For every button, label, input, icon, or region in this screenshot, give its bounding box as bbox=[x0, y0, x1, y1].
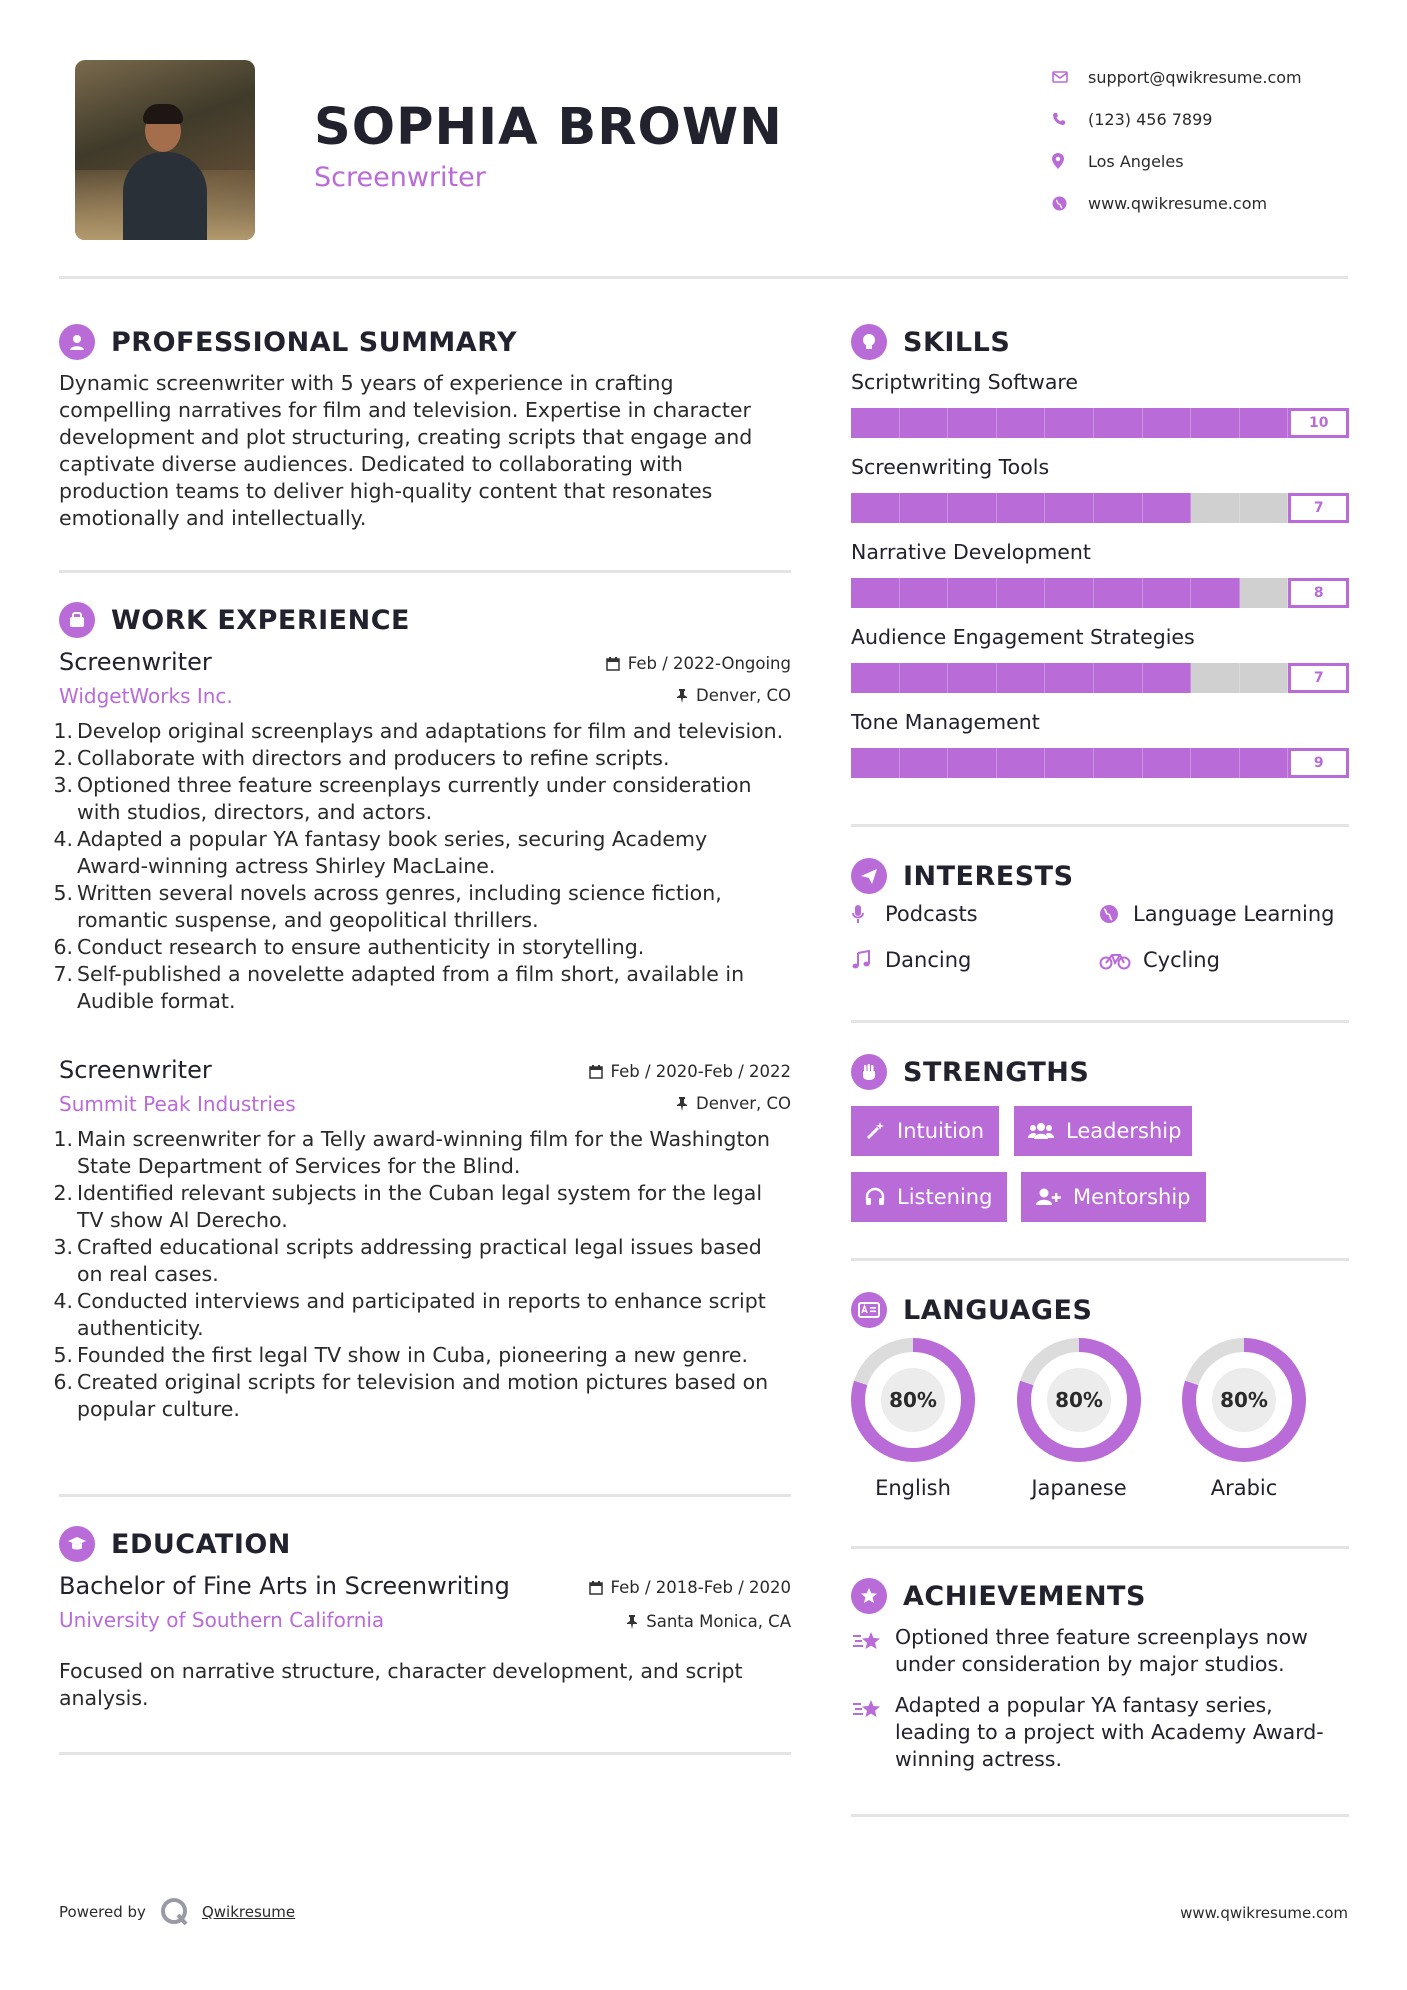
candidate-role: Screenwriter bbox=[314, 162, 486, 193]
education-date bbox=[589, 1578, 791, 1597]
language-progress-ring bbox=[851, 1338, 975, 1462]
list-item: 6. Created original scripts for television and motion pictures based on popular culture. bbox=[53, 1370, 769, 1421]
skill-level-segment bbox=[1191, 578, 1240, 608]
skill-level-segment bbox=[1094, 493, 1143, 523]
user-plus-icon bbox=[1035, 1187, 1061, 1207]
job-entry bbox=[53, 1056, 791, 1436]
job-entry bbox=[53, 648, 791, 1028]
list-item: 5. Written several novels across genres, including science fiction, romantic suspense, and geopolitical thrillers. bbox=[53, 881, 722, 932]
phone-icon bbox=[1048, 112, 1088, 126]
calendar-icon bbox=[589, 1065, 603, 1079]
candidate-name: SOPHIA BROWN bbox=[314, 98, 783, 157]
skill-name: Tone Management bbox=[851, 710, 1040, 734]
calendar-icon bbox=[589, 1581, 603, 1595]
job-date bbox=[589, 1062, 791, 1081]
list-item: 2. Identified relevant subjects in the Cuban legal system for the legal TV show Al Derecho. bbox=[53, 1181, 763, 1232]
list-item: 3. Crafted educational scripts addressing practical legal issues based on real cases. bbox=[53, 1235, 762, 1286]
summary-heading bbox=[59, 324, 517, 360]
skill-level-segment bbox=[997, 663, 1046, 693]
graduation-icon bbox=[59, 1526, 95, 1562]
skill-level-segment bbox=[1240, 663, 1289, 693]
education-location bbox=[626, 1612, 791, 1631]
globe-icon bbox=[1099, 904, 1129, 924]
contact-website-text: www.qwikresume.com bbox=[1088, 193, 1268, 213]
skill-level-segment bbox=[900, 408, 949, 438]
job-location-text: Denver, CO bbox=[695, 1094, 791, 1113]
hand-icon bbox=[851, 1054, 887, 1090]
list-item: 1. Develop original screenplays and adaptations for film and television. bbox=[53, 719, 784, 743]
skill-level-segment bbox=[1191, 663, 1240, 693]
interest-label: Podcasts bbox=[885, 902, 978, 926]
skill-item bbox=[851, 370, 1349, 440]
envelope-icon bbox=[1048, 71, 1088, 83]
skill-level-bar bbox=[851, 748, 1349, 778]
skill-level-bar bbox=[851, 493, 1349, 523]
skill-name: Audience Engagement Strategies bbox=[851, 625, 1195, 649]
section-divider bbox=[851, 1546, 1349, 1549]
skill-level-segment bbox=[1094, 408, 1143, 438]
school-name: University of Southern California bbox=[59, 1608, 385, 1632]
skill-level-segment bbox=[1094, 748, 1143, 778]
qwikresume-logo-icon bbox=[160, 1897, 190, 1927]
skill-level-segment bbox=[900, 748, 949, 778]
strength-tag bbox=[1014, 1106, 1192, 1156]
calendar-icon bbox=[606, 657, 620, 671]
achievement-item bbox=[851, 1624, 1349, 1678]
skill-level-segment bbox=[851, 408, 900, 438]
paper-plane-icon bbox=[851, 858, 887, 894]
skill-level-segment bbox=[948, 493, 997, 523]
skill-level-segment bbox=[1094, 578, 1143, 608]
language-item bbox=[1182, 1338, 1306, 1500]
contact-phone[interactable] bbox=[1048, 98, 1302, 140]
microphone-icon bbox=[851, 904, 881, 924]
summary-line: emotionally and intellectually. bbox=[59, 506, 367, 530]
section-divider bbox=[59, 1494, 791, 1497]
header-divider bbox=[59, 276, 1348, 279]
magic-wand-icon bbox=[865, 1121, 885, 1141]
education-entry bbox=[59, 1572, 791, 1712]
job-date bbox=[606, 654, 791, 673]
footer-url[interactable]: www.qwikresume.com bbox=[1180, 1904, 1348, 1922]
contact-email[interactable] bbox=[1048, 56, 1302, 98]
shooting-star-icon bbox=[851, 1692, 895, 1773]
interest-item bbox=[1099, 902, 1334, 926]
skill-level-value: 7 bbox=[1288, 663, 1349, 693]
interest-item bbox=[851, 902, 978, 926]
education-heading bbox=[59, 1526, 291, 1562]
skill-level-segment bbox=[1143, 493, 1192, 523]
summary-line: Dynamic screenwriter with 5 years of experience in crafting bbox=[59, 371, 674, 395]
strength-label: Leadership bbox=[1066, 1119, 1182, 1143]
pushpin-icon bbox=[676, 689, 688, 703]
skill-level-segment bbox=[1045, 663, 1094, 693]
contact-website[interactable] bbox=[1048, 182, 1302, 224]
skill-level-value: 7 bbox=[1288, 493, 1349, 523]
list-item: 4. Conducted interviews and participated in reports to enhance script authenticity. bbox=[53, 1289, 766, 1340]
skill-level-segment bbox=[1240, 493, 1289, 523]
briefcase-icon bbox=[59, 602, 95, 638]
map-pin-icon bbox=[1048, 153, 1088, 169]
list-item: 2. Collaborate with directors and producers to refine scripts. bbox=[53, 746, 670, 770]
skill-level-value: 9 bbox=[1288, 748, 1349, 778]
job-duties bbox=[53, 718, 799, 1015]
achievement-text: Optioned three feature screenplays now under consideration by major studios. bbox=[895, 1625, 1308, 1676]
language-percent: 80% bbox=[881, 1368, 945, 1432]
skill-level-segment bbox=[1143, 748, 1192, 778]
job-duties bbox=[53, 1126, 799, 1423]
music-note-icon bbox=[851, 950, 881, 970]
contact-email-text: support@qwikresume.com bbox=[1088, 67, 1302, 87]
job-title: Screenwriter bbox=[59, 1056, 212, 1084]
list-item: 3. Optioned three feature screenplays currently under consideration with studios, directors, and actors. bbox=[53, 773, 752, 824]
interest-label: Cycling bbox=[1143, 948, 1220, 972]
skill-level-segment bbox=[851, 493, 900, 523]
languages-title: LANGUAGES bbox=[903, 1294, 1093, 1326]
experience-heading bbox=[59, 602, 410, 638]
star-badge-icon bbox=[851, 1578, 887, 1614]
skill-level-segment bbox=[1240, 748, 1289, 778]
education-location-text: Santa Monica, CA bbox=[646, 1612, 791, 1631]
globe-icon bbox=[1048, 196, 1088, 211]
job-location bbox=[676, 686, 791, 705]
skill-level-bar bbox=[851, 663, 1349, 693]
skill-level-segment bbox=[1240, 408, 1289, 438]
footer-powered-by bbox=[59, 1897, 295, 1927]
strength-label: Listening bbox=[897, 1185, 993, 1209]
brand-link[interactable]: Qwikresume bbox=[201, 1903, 296, 1921]
skills-heading bbox=[851, 324, 1010, 360]
job-date-text: Feb / 2022-Ongoing bbox=[627, 654, 791, 673]
education-title: EDUCATION bbox=[111, 1528, 291, 1560]
language-icon bbox=[851, 1292, 887, 1328]
resume-header bbox=[0, 0, 1407, 280]
interest-label: Dancing bbox=[885, 948, 972, 972]
skill-level-segment bbox=[1143, 408, 1192, 438]
section-divider bbox=[851, 1258, 1349, 1261]
skill-level-segment bbox=[948, 408, 997, 438]
list-item: 6. Conduct research to ensure authenticity in storytelling. bbox=[53, 935, 645, 959]
section-divider bbox=[851, 1814, 1349, 1817]
contact-location-text: Los Angeles bbox=[1088, 151, 1184, 171]
skill-level-segment bbox=[997, 578, 1046, 608]
skill-level-segment bbox=[1045, 408, 1094, 438]
skill-name: Narrative Development bbox=[851, 540, 1091, 564]
job-date-text: Feb / 2020-Feb / 2022 bbox=[610, 1062, 791, 1081]
skill-level-segment bbox=[1191, 748, 1240, 778]
interest-label: Language Learning bbox=[1133, 902, 1335, 926]
list-item: 7. Self-published a novelette adapted from a film short, available in Audible format. bbox=[53, 962, 745, 1013]
skill-level-segment bbox=[1191, 408, 1240, 438]
language-percent: 80% bbox=[1212, 1368, 1276, 1432]
language-name: English bbox=[875, 1476, 951, 1500]
education-description: Focused on narrative structure, character development, and script analysis. bbox=[59, 1659, 743, 1710]
section-divider bbox=[851, 824, 1349, 827]
skill-level-segment bbox=[1045, 578, 1094, 608]
achievements-heading bbox=[851, 1578, 1146, 1614]
language-name: Japanese bbox=[1031, 1476, 1127, 1500]
skill-item bbox=[851, 625, 1349, 695]
skill-level-segment bbox=[948, 748, 997, 778]
strength-tag bbox=[851, 1106, 999, 1156]
language-item bbox=[1017, 1338, 1141, 1500]
job-location bbox=[676, 1094, 791, 1113]
achievements-title: ACHIEVEMENTS bbox=[903, 1580, 1146, 1612]
user-icon bbox=[59, 324, 95, 360]
skill-item bbox=[851, 540, 1349, 610]
skill-level-segment bbox=[900, 663, 949, 693]
skill-level-segment bbox=[900, 578, 949, 608]
skill-level-value: 10 bbox=[1288, 408, 1349, 438]
summary-line: production teams to deliver high-quality content that resonates bbox=[59, 479, 713, 503]
language-item bbox=[851, 1338, 975, 1500]
list-item: 1. Main screenwriter for a Telly award-winning film for the Washington State Department of Services for the Blind. bbox=[53, 1127, 771, 1178]
skill-level-segment bbox=[1094, 663, 1143, 693]
skill-level-segment bbox=[997, 748, 1046, 778]
list-item: 4. Adapted a popular YA fantasy book series, securing Academy Award-winning actress Shirley MacLaine. bbox=[53, 827, 708, 878]
achievement-item bbox=[851, 1692, 1349, 1773]
job-company: Summit Peak Industries bbox=[59, 1092, 296, 1116]
strength-tag bbox=[1021, 1172, 1206, 1222]
skill-level-segment bbox=[1045, 748, 1094, 778]
strengths-heading bbox=[851, 1054, 1089, 1090]
degree-title: Bachelor of Fine Arts in Screenwriting bbox=[59, 1572, 510, 1600]
interests-title: INTERESTS bbox=[903, 860, 1074, 892]
powered-by-text: Powered by bbox=[59, 1903, 146, 1921]
experience-title: WORK EXPERIENCE bbox=[111, 604, 410, 636]
strengths-title: STRENGTHS bbox=[903, 1056, 1090, 1088]
skill-level-segment bbox=[1045, 493, 1094, 523]
education-date-text: Feb / 2018-Feb / 2020 bbox=[610, 1578, 791, 1597]
skill-item bbox=[851, 455, 1349, 525]
lightbulb-icon bbox=[851, 324, 887, 360]
profile-photo bbox=[75, 60, 255, 240]
skills-title: SKILLS bbox=[903, 326, 1011, 358]
languages-heading bbox=[851, 1292, 1092, 1328]
skill-level-segment bbox=[997, 493, 1046, 523]
achievement-text: Adapted a popular YA fantasy series, leading to a project with Academy Award- winning actress. bbox=[895, 1693, 1324, 1771]
section-divider bbox=[59, 1752, 791, 1755]
pushpin-icon bbox=[626, 1615, 638, 1629]
strength-label: Mentorship bbox=[1073, 1185, 1191, 1209]
section-divider bbox=[59, 570, 791, 573]
strength-label: Intuition bbox=[897, 1119, 985, 1143]
skill-item bbox=[851, 710, 1349, 780]
skill-level-segment bbox=[851, 663, 900, 693]
shooting-star-icon bbox=[851, 1624, 895, 1678]
summary-line: captivate diverse audiences. Dedicated to collaborating with bbox=[59, 452, 683, 476]
language-progress-ring bbox=[1182, 1338, 1306, 1462]
interest-item bbox=[1099, 948, 1220, 972]
skill-level-bar bbox=[851, 578, 1349, 608]
job-location-text: Denver, CO bbox=[695, 686, 791, 705]
skill-level-segment bbox=[851, 748, 900, 778]
skill-level-segment bbox=[1143, 578, 1192, 608]
language-progress-ring bbox=[1017, 1338, 1141, 1462]
pushpin-icon bbox=[676, 1097, 688, 1111]
bicycle-icon bbox=[1099, 950, 1139, 970]
summary-line: compelling narratives for film and television. Expertise in character bbox=[59, 398, 751, 422]
summary-title: PROFESSIONAL SUMMARY bbox=[111, 326, 518, 358]
users-icon bbox=[1028, 1121, 1054, 1141]
skill-name: Screenwriting Tools bbox=[851, 455, 1050, 479]
strength-tag bbox=[851, 1172, 1007, 1222]
skill-level-segment bbox=[948, 663, 997, 693]
section-divider bbox=[851, 1020, 1349, 1023]
skill-level-value: 8 bbox=[1288, 578, 1349, 608]
language-name: Arabic bbox=[1210, 1476, 1278, 1500]
skill-level-segment bbox=[851, 578, 900, 608]
skill-level-segment bbox=[948, 578, 997, 608]
skill-level-segment bbox=[1191, 493, 1240, 523]
skill-level-segment bbox=[1240, 578, 1289, 608]
contact-phone-text: (123) 456 7899 bbox=[1088, 109, 1213, 129]
skill-level-segment bbox=[997, 408, 1046, 438]
interest-item bbox=[851, 948, 971, 972]
job-title: Screenwriter bbox=[59, 648, 212, 676]
contact-location bbox=[1048, 140, 1302, 182]
summary-line: development and plot structuring, creating scripts that engage and bbox=[59, 425, 753, 449]
skill-level-bar bbox=[851, 408, 1349, 438]
list-item: 5. Founded the first legal TV show in Cuba, pioneering a new genre. bbox=[53, 1343, 749, 1367]
contact-list bbox=[1048, 56, 1302, 224]
skill-level-segment bbox=[900, 493, 949, 523]
job-company: WidgetWorks Inc. bbox=[59, 684, 233, 708]
skill-level-segment bbox=[1143, 663, 1192, 693]
skill-name: Scriptwriting Software bbox=[851, 370, 1078, 394]
language-percent: 80% bbox=[1047, 1368, 1111, 1432]
summary-text bbox=[59, 370, 791, 532]
headphones-icon bbox=[865, 1187, 885, 1207]
interests-heading bbox=[851, 858, 1074, 894]
